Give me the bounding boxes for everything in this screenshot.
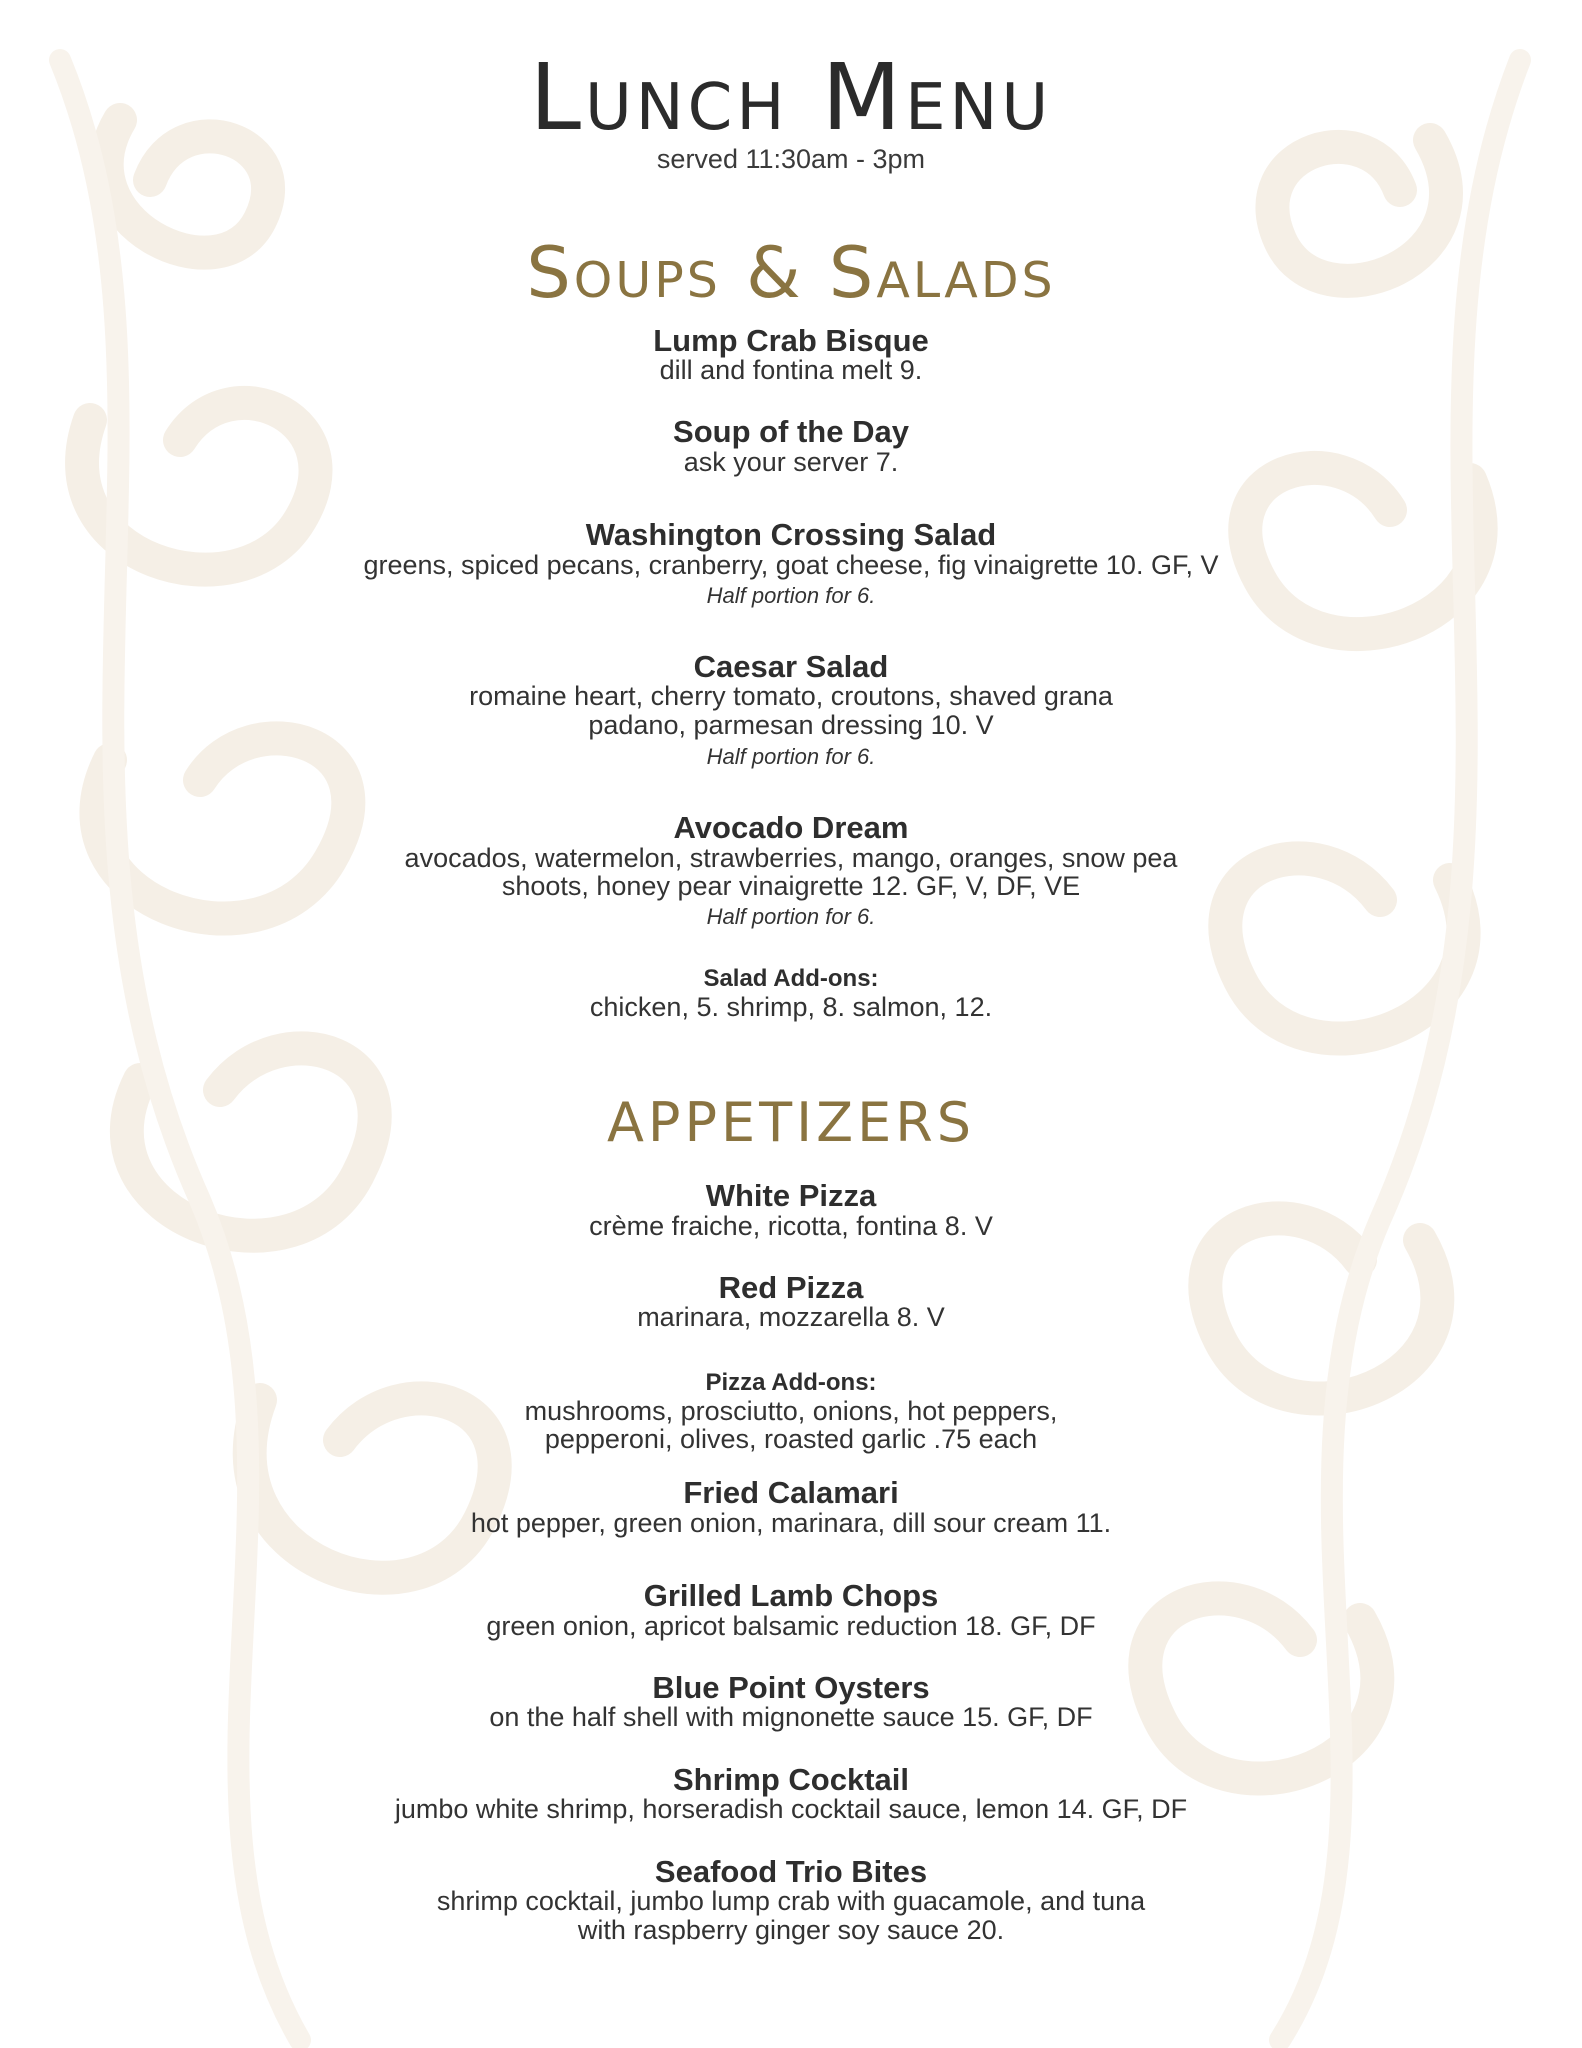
item-name-white-pizza: White Pizza xyxy=(705,1178,877,1213)
item-name-washington-crossing-salad: Washington Crossing Salad xyxy=(585,517,997,552)
serving-hours: served 11:30am - 3pm xyxy=(656,144,926,174)
item-desc-grilled-lamb-chops: green onion, apricot balsamic reduction 18. GF, DF xyxy=(486,1611,1096,1641)
item-note-caesar-salad: Half portion for 6. xyxy=(706,744,876,769)
pizza-addons-line-1: mushrooms, prosciutto, onions, hot peppers, xyxy=(524,1396,1058,1426)
swirl-right-2 xyxy=(1245,468,1480,634)
item-desc-fried-calamari: hot pepper, green onion, marinara, dill sour cream 11. xyxy=(470,1508,1112,1538)
salad-addons-title: Salad Add-ons: xyxy=(703,965,879,992)
item-desc-avocado-dream-line-2: shoots, honey pear vinaigrette 12. GF, V, DF, VE xyxy=(501,871,1081,901)
pizza-addons-title: Pizza Add-ons: xyxy=(705,1369,877,1396)
item-desc-white-pizza: crème fraiche, ricotta, fontina 8. V xyxy=(589,1211,993,1241)
item-desc-soup-of-the-day: ask your server 7. xyxy=(683,447,899,477)
item-name-grilled-lamb-chops: Grilled Lamb Chops xyxy=(643,1578,939,1613)
menu-title: Lunch Menu xyxy=(529,44,1053,151)
item-name-lump-crab-bisque: Lump Crab Bisque xyxy=(653,323,929,358)
item-desc-caesar-salad-line-2: padano, parmesan dressing 10. V xyxy=(588,710,994,740)
item-name-caesar-salad: Caesar Salad xyxy=(693,649,889,684)
item-name-avocado-dream: Avocado Dream xyxy=(673,810,909,845)
item-desc-avocado-dream-line-1: avocados, watermelon, strawberries, mango, oranges, snow pea xyxy=(404,843,1178,873)
item-name-blue-point-oysters: Blue Point Oysters xyxy=(652,1670,930,1705)
item-note-avocado-dream: Half portion for 6. xyxy=(706,904,876,929)
item-name-red-pizza: Red Pizza xyxy=(718,1270,864,1305)
item-desc-lump-crab-bisque: dill and fontina melt 9. xyxy=(659,355,923,385)
item-name-seafood-trio-bites: Seafood Trio Bites xyxy=(654,1854,928,1889)
item-name-shrimp-cocktail: Shrimp Cocktail xyxy=(673,1762,909,1797)
item-name-soup-of-the-day: Soup of the Day xyxy=(673,414,909,449)
item-desc-seafood-trio-bites-line-2: with raspberry ginger soy sauce 20. xyxy=(577,1915,1005,1945)
section-heading-appetizers: APPETIZERS xyxy=(606,1091,975,1154)
pizza-addons-line-2: pepperoni, olives, roasted garlic .75 each xyxy=(544,1424,1038,1454)
item-desc-blue-point-oysters: on the half shell with mignonette sauce 15. GF, DF xyxy=(489,1702,1093,1732)
item-desc-washington-crossing-salad: greens, spiced pecans, cranberry, goat cheese, fig vinaigrette 10. GF, V xyxy=(363,550,1219,580)
item-note-washington-crossing-salad: Half portion for 6. xyxy=(706,583,876,608)
item-desc-red-pizza: marinara, mozzarella 8. V xyxy=(637,1302,945,1332)
item-desc-shrimp-cocktail: jumbo white shrimp, horseradish cocktail sauce, lemon 14. GF, DF xyxy=(394,1794,1188,1824)
salad-addons-text: chicken, 5. shrimp, 8. salmon, 12. xyxy=(589,992,993,1022)
item-desc-caesar-salad-line-1: romaine heart, cherry tomato, croutons, shaved grana xyxy=(469,681,1113,711)
item-desc-seafood-trio-bites-line-1: shrimp cocktail, jumbo lump crab with guacamole, and tuna xyxy=(436,1886,1146,1916)
section-heading-soups-salads: Soups & Salads xyxy=(526,232,1056,314)
item-name-fried-calamari: Fried Calamari xyxy=(683,1475,899,1510)
